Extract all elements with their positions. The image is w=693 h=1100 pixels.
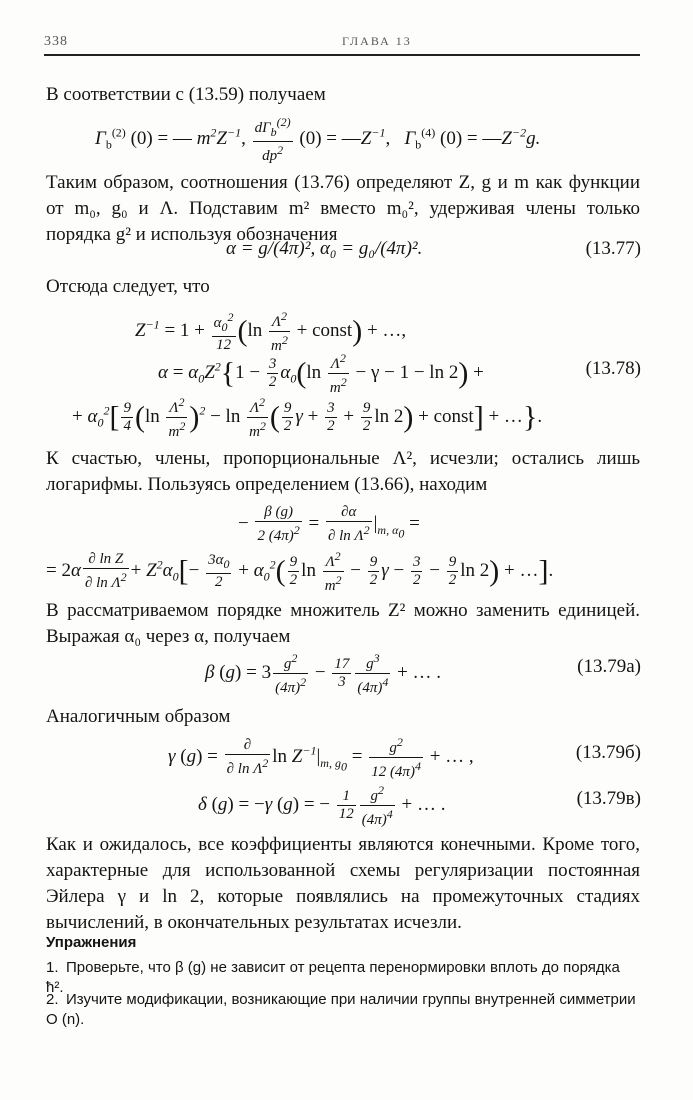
exercise-1-number: 1. bbox=[46, 959, 59, 976]
exercises-title: Упражнения bbox=[46, 934, 137, 951]
equation-beta-expansion: = 2α $\frac{\text{∂ ln Z}}{\partial \ln \Lambda^2}$ + $Z^2\alpha_0[-$ $\frac{3\alpha_0}{2}$ + $\alpha_0^2$( $\frac{9}{2}$ ln $\frac{\Lambda^2}{m^2}$ − $\frac{9}{2}$ γ − $\frac{3}{2}$ − $\frac{9}{2}$ ln 2) + …]. bbox=[46, 549, 554, 594]
equation-13-77 bbox=[226, 238, 422, 260]
paragraph-6: Аналогичным образом bbox=[46, 706, 231, 727]
equation-gamma-functions: $\Gamma_b^{(2)}$ (0) = — $m^2Z^{-1}$, $\frac{d\Gamma_b^{(2)}}{dp^2}$ $(0) = —Z^{-1}$, $\Gamma_b^{(4)}$ $(0) = —Z^{-2}g$. bbox=[95, 115, 541, 164]
exercise-2 bbox=[46, 990, 640, 1030]
paragraph-5: В рассматриваемом порядке множитель Z² можно заменить единицей. Выражая α₀ через α, получаем bbox=[46, 600, 640, 647]
equation-number-13-77: (13.77) bbox=[585, 238, 641, 259]
equation-13-78b: $\alpha = \alpha_0Z^2\{1$ − $\frac{3}{2}$ $\alpha_0(\ln$ $\frac{\Lambda^2}{m^2}$ − γ − 1 − ln 2) + bbox=[158, 351, 484, 396]
paragraph-4: К счастью, члены, пропорциональные Λ², исчезли; остались лишь логарифмы. Пользуясь определением (13.66), находим bbox=[46, 448, 640, 495]
equation-13-79a: β (g) = 3 $\frac{g^2}{(4\pi)^2}$ − $\frac{17}{3}$ $\frac{g^3}{(4\pi)^4}$ + … . bbox=[205, 651, 442, 696]
equation-number-13-79b: (13.79б) bbox=[575, 742, 641, 763]
paragraph-3: Отсюда следует, что bbox=[46, 276, 210, 297]
equation-number-13-79c: (13.79в) bbox=[576, 788, 641, 809]
equation-13-78a: $Z^{-1} = 1$ + $\frac{\alpha_0^2}{12}$ (ln $\frac{\Lambda^2}{m^2}$ + const) + …, bbox=[135, 309, 407, 354]
equation-beta-definition: − $\frac{\beta (g)}{2 (4\pi)^2}$ = $\frac{\partial\alpha}{\partial \ln \Lambda^2}$ $|_{m, \alpha_0}$ = bbox=[238, 504, 420, 544]
page-number: 338 bbox=[44, 34, 68, 49]
header-rule bbox=[44, 54, 640, 56]
exercise-2-number: 2. bbox=[46, 991, 59, 1008]
equation-13-77-text: α = g/(4π)², α₀ = g₀/(4π)². bbox=[226, 238, 423, 259]
equation-number-13-79a: (13.79а) bbox=[577, 656, 641, 677]
equation-number-13-78: (13.78) bbox=[585, 358, 641, 379]
equation-13-79c: δ (g) = −γ (g) = − $\frac{1}{12}$ $\frac{g^2}{(4\pi)^4}$ + … . bbox=[198, 783, 446, 828]
paragraph-1: В соответствии с (13.59) получаем bbox=[46, 84, 326, 105]
paragraph-7: Как и ожидалось, все коэффициенты являются конечными. Кроме того, характерные для использованной схемы регуляризации постоянная Эйлера γ и ln 2, которые появлялись на промежуточных стадиях вычислений, в окончательных результатах исчезли. bbox=[46, 834, 640, 933]
page-header bbox=[44, 32, 640, 52]
paragraph-2: Таким образом, соотношения (13.76) определяют Z, g и m как функции от m₀, g₀ и Λ. Подставим m² вместо m₀², удерживая члены только порядка g² и используя обозначения bbox=[46, 172, 640, 245]
exercise-1-text: Проверьте, что β (g) не зависит от рецепта перенормировки вплоть до порядка ħ². bbox=[46, 959, 620, 996]
equation-13-79b: γ (g) = $\frac{\partial}{\partial \ln \Lambda^2}$ $\ln Z^{-1}|_{m, g_0}$ = $\frac{g^2}{12 (4\pi)^4}$ + … , bbox=[168, 735, 474, 780]
exercise-2-text: Изучите модификации, возникающие при наличии группы внутренней симметрии O (n). bbox=[46, 991, 636, 1028]
equation-13-78c: + $\alpha_0^2$[ $\frac{9}{4}$ (ln $\frac{\Lambda^2}{m^2}$ )$^2$ − ln $\frac{\Lambda^2}{m^2}$ ( $\frac{9}{2}$ γ + $\frac{3}{2}$ + $\frac{9}{2}$ ln 2) + const] + …}. bbox=[72, 395, 543, 440]
running-head: ГЛАВА 13 bbox=[342, 34, 412, 48]
